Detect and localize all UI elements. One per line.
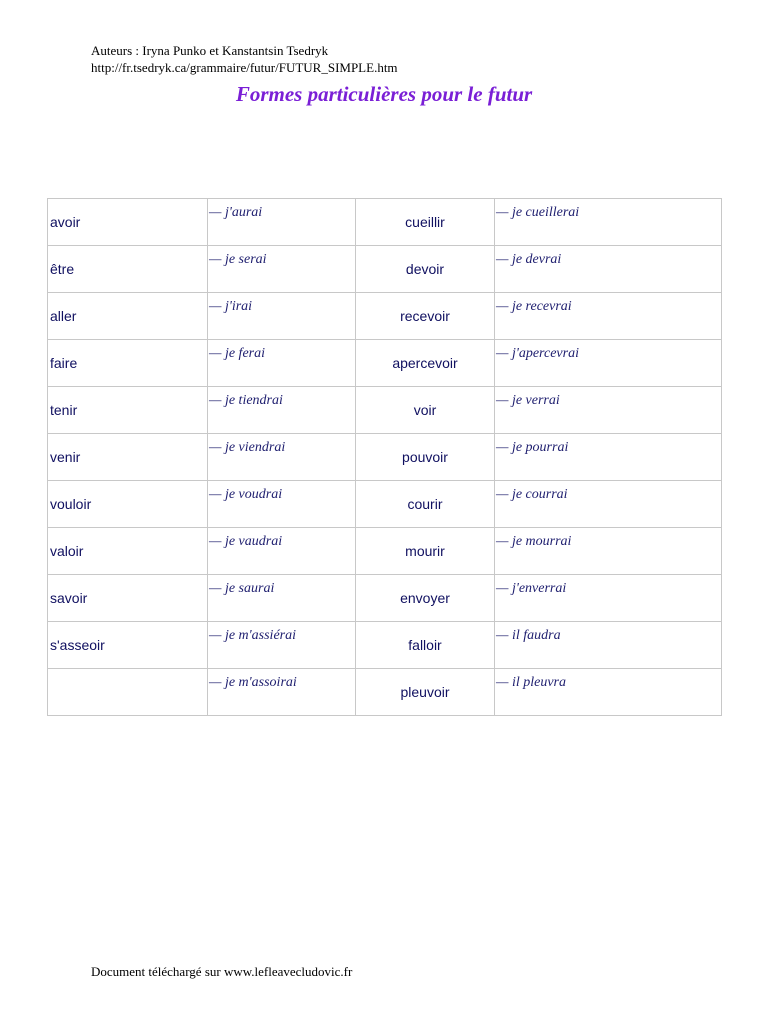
future-form: — il pleuvra [496, 675, 566, 690]
table-cell [495, 622, 722, 669]
verb-table-body [48, 199, 722, 716]
verb-infinitive: devoir [405, 261, 445, 277]
table-cell [208, 293, 356, 340]
verb-infinitive: être [50, 261, 75, 277]
table-cell [208, 387, 356, 434]
table-cell [356, 528, 495, 575]
verb-infinitive: courir [407, 496, 443, 512]
table-cell [356, 669, 495, 716]
verb-infinitive: savoir [50, 590, 88, 606]
future-form: — je m'assoirai [209, 675, 297, 690]
verb-infinitive: pleuvoir [400, 684, 450, 700]
future-form: — je devrai [496, 252, 562, 267]
table-cell [48, 575, 208, 622]
table-cell [48, 293, 208, 340]
table-row [48, 622, 722, 669]
source-url: http://fr.tsedryk.ca/grammaire/futur/FUTUR_SIMPLE.htm [91, 60, 398, 75]
future-form: — j'aurai [209, 205, 263, 220]
table-row [48, 246, 722, 293]
table-cell [495, 669, 722, 716]
future-form: — je verrai [496, 393, 560, 408]
table-cell [208, 199, 356, 246]
table-cell [495, 387, 722, 434]
footer-download-note: Document téléchargé sur www.lefleavecludovic.fr [91, 964, 353, 979]
table-cell [48, 481, 208, 528]
verb-infinitive: aller [50, 308, 77, 324]
table-cell [48, 199, 208, 246]
future-form: — je voudrai [209, 487, 283, 502]
table-cell [356, 340, 495, 387]
table-cell [356, 622, 495, 669]
table-cell [495, 434, 722, 481]
table-cell [208, 622, 356, 669]
table-cell [356, 293, 495, 340]
verb-table [47, 198, 722, 716]
table-cell [48, 669, 208, 716]
table-cell [48, 434, 208, 481]
table-row [48, 387, 722, 434]
future-form: — je m'assiérai [209, 628, 296, 643]
verb-infinitive: s'asseoir [50, 637, 105, 653]
future-form: — je cueillerai [496, 205, 580, 220]
future-form: — je vaudrai [209, 534, 283, 549]
future-form: — je ferai [209, 346, 265, 361]
table-cell [48, 622, 208, 669]
table-row [48, 669, 722, 716]
future-form: — je viendrai [209, 440, 286, 455]
table-cell [48, 528, 208, 575]
table-row [48, 199, 722, 246]
verb-infinitive: valoir [50, 543, 84, 559]
future-form: — j'irai [209, 299, 253, 314]
table-row [48, 293, 722, 340]
verb-infinitive: recevoir [400, 308, 450, 324]
verb-infinitive: falloir [408, 637, 442, 653]
verb-infinitive: envoyer [400, 590, 450, 606]
verb-infinitive: avoir [50, 214, 81, 230]
table-cell [495, 528, 722, 575]
verb-infinitive: venir [50, 449, 81, 465]
future-form: — j'apercevrai [496, 346, 579, 361]
table-cell [208, 669, 356, 716]
table-cell [356, 575, 495, 622]
verb-infinitive [48, 669, 207, 684]
table-cell [356, 199, 495, 246]
verb-infinitive: faire [50, 355, 78, 371]
table-cell [495, 199, 722, 246]
table-cell [356, 387, 495, 434]
table-row [48, 528, 722, 575]
authors-line: Auteurs : Iryna Punko et Kanstantsin Tsedryk [91, 43, 329, 58]
table-cell [208, 481, 356, 528]
future-form: — j'enverrai [496, 581, 567, 596]
verb-infinitive: voir [413, 402, 437, 418]
table-cell [208, 246, 356, 293]
table-row [48, 481, 722, 528]
table-cell [48, 387, 208, 434]
future-form: — je saurai [209, 581, 275, 596]
table-cell [495, 340, 722, 387]
verb-infinitive: mourir [405, 543, 445, 559]
future-form: — je tiendrai [209, 393, 283, 408]
future-form: — il faudra [496, 628, 561, 643]
future-form: — je serai [209, 252, 267, 267]
table-row [48, 340, 722, 387]
future-form: — je pourrai [496, 440, 569, 455]
table-cell [48, 246, 208, 293]
future-form: — je courrai [496, 487, 568, 502]
table-cell [208, 575, 356, 622]
table-cell [208, 340, 356, 387]
verb-infinitive: apercevoir [392, 355, 458, 371]
table-row [48, 575, 722, 622]
table-cell [495, 575, 722, 622]
verb-infinitive: cueillir [405, 214, 445, 230]
future-form: — je mourrai [496, 534, 572, 549]
table-cell [495, 481, 722, 528]
table-cell [208, 528, 356, 575]
page-title: Formes particulières pour le futur [235, 82, 533, 106]
table-cell [356, 434, 495, 481]
table-cell [356, 246, 495, 293]
verb-infinitive: vouloir [50, 496, 92, 512]
verb-infinitive: pouvoir [402, 449, 448, 465]
table-cell [356, 481, 495, 528]
verb-infinitive: tenir [50, 402, 78, 418]
future-form: — je recevrai [496, 299, 572, 314]
table-cell [48, 340, 208, 387]
table-cell [208, 434, 356, 481]
table-row [48, 434, 722, 481]
table-cell [495, 293, 722, 340]
table-cell [495, 246, 722, 293]
